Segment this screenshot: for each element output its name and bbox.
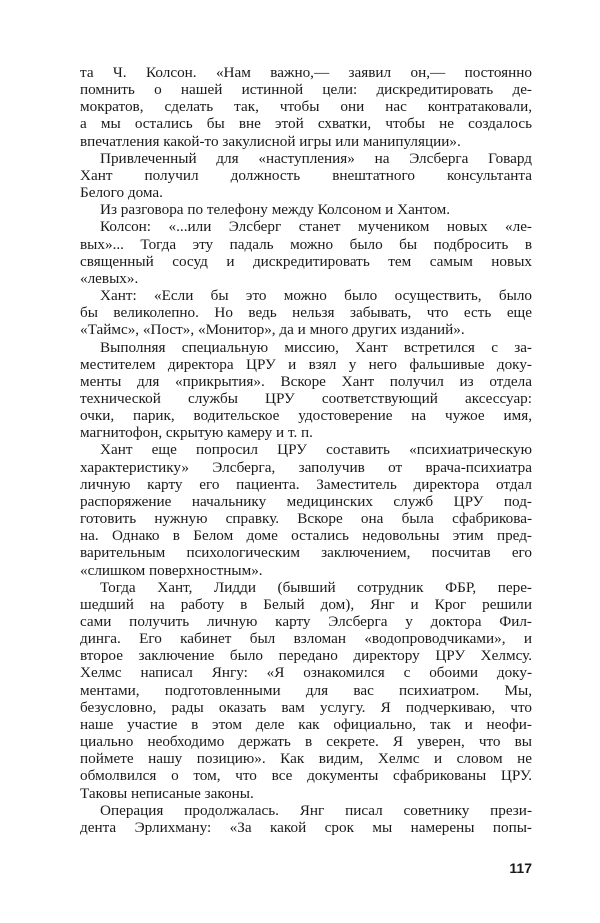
text-line: динга. Его кабинет был взломан «водопроводчиками», и bbox=[80, 630, 532, 648]
text-line: шедший на работу в Белый дом), Янг и Крог решили bbox=[80, 595, 532, 613]
text-line: а мы остались бы вне этой схватки, чтобы не создалось bbox=[80, 115, 532, 133]
text-line: второе заключение было передано директору ЦРУ Хелмсу. bbox=[80, 647, 532, 665]
text-line: местителем директора ЦРУ и взял у него фальшивые доку- bbox=[80, 355, 532, 373]
text-line: вых»... Тогда эту падаль можно было бы подбросить в bbox=[80, 235, 532, 253]
text-line: Таковы неписаные законы. bbox=[80, 784, 254, 802]
text-line: циально необходимо держать в секрете. Я уверен, что вы bbox=[80, 733, 532, 751]
text-line: «слишком поверхностным». bbox=[80, 561, 263, 579]
text-line: дента Эрлихману: «За какой срок мы намерены попы- bbox=[80, 818, 532, 836]
text-line: менты для «прикрытия». Вскоре Хант получил из отдела bbox=[80, 372, 532, 390]
text-line: варительным психологическим заключением, посчитав его bbox=[80, 544, 532, 562]
text-line: обмолвился о том, что все документы сфабрикованы ЦРУ. bbox=[80, 767, 532, 785]
text-line: священный сосуд и дискредитировать тем самым новых bbox=[80, 252, 532, 270]
text-line: та Ч. Колсон. «Нам важно,— заявил он,— постоянно bbox=[80, 64, 532, 81]
text-line: технической службы ЦРУ соответствующий аксессуар: bbox=[80, 389, 532, 407]
text-line: сами получить личную карту Элсберга у доктора Фил- bbox=[80, 613, 532, 630]
text-line: Тогда Хант, Лидди (бывший сотрудник ФБР, пере- bbox=[100, 578, 532, 596]
text-line: Из разговора по телефону между Колсоном и Хантом. bbox=[100, 201, 451, 219]
text-line: мократов, сделать так, чтобы они нас контратаковали, bbox=[80, 98, 532, 116]
text-line: на. Однако в Белом доме остались недовольны этим пред- bbox=[80, 527, 532, 545]
text-line: Хант получил должность внештатного консультанта bbox=[80, 166, 532, 184]
text-line: помнить о нашей истинной цели: дискредитировать де- bbox=[80, 81, 532, 99]
text-line: Хант еще попросил ЦРУ составить «психиатрическую bbox=[100, 441, 532, 459]
text-line: «левых». bbox=[80, 269, 139, 287]
text-line: Колсон: «...или Элсберг станет мучеником новых «ле- bbox=[100, 218, 532, 236]
text-line: ментами, подготовленными для вас психиатром. Мы, bbox=[80, 681, 532, 699]
text-line: наше участие в этом деле как официально, так и неофи- bbox=[80, 715, 532, 733]
text-line: Выполняя специальную миссию, Хант встретился с за- bbox=[100, 338, 532, 356]
text-line: Операция продолжалась. Янг писал советнику прези- bbox=[100, 801, 532, 819]
text-line: готовить нужную справку. Вскоре она была сфабрикова- bbox=[80, 510, 532, 528]
text-line: бы великолепно. Но ведь нельзя забывать, что есть еще bbox=[80, 304, 532, 322]
text-line: безусловно, рады оказать вам услугу. Я подчеркиваю, что bbox=[80, 698, 532, 716]
text-line: Хелмс написал Янгу: «Я ознакомился с обоими доку- bbox=[80, 664, 532, 682]
text-line: Привлеченный для «наступления» на Элсберга Говард bbox=[100, 149, 532, 167]
text-line: личную карту его пациента. Заместитель директора отдал bbox=[80, 475, 532, 493]
book-page-text bbox=[80, 64, 532, 836]
text-line: «Таймс», «Пост», «Монитор», да и много других изданий». bbox=[80, 321, 465, 339]
page-number: 117 bbox=[509, 860, 532, 876]
text-line: очки, парик, водительское удостоверение на чужое имя, bbox=[80, 407, 532, 425]
text-line: распоряжение начальнику медицинских служб ЦРУ под- bbox=[80, 492, 532, 510]
text-line: Хант: «Если бы это можно было осуществить, было bbox=[100, 287, 532, 305]
text-line: поймете нашу позицию». Как видим, Хелмс и словом не bbox=[80, 750, 532, 768]
text-line: магнитофон, скрытую камеру и т. п. bbox=[80, 424, 313, 442]
text-line: Белого дома. bbox=[80, 184, 163, 202]
text-line: характеристику» Элсберга, заполучив от врача-психиатра bbox=[80, 458, 532, 476]
text-line: впечатления какой-то закулисной игры или манипуляции». bbox=[80, 132, 461, 150]
